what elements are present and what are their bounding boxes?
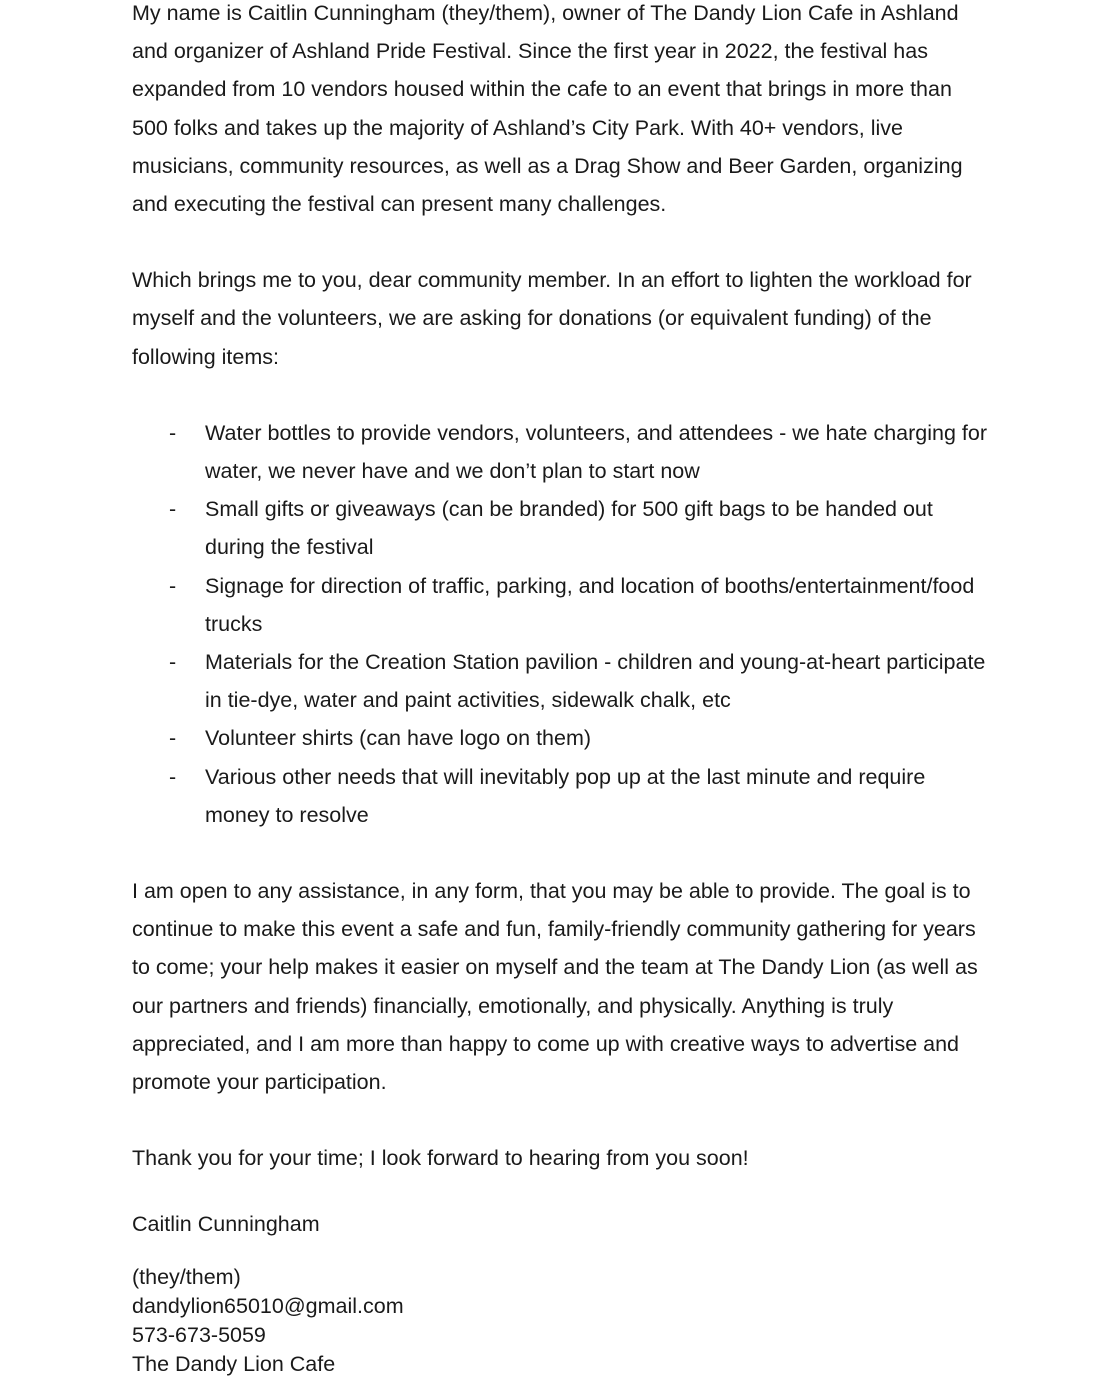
list-item [132,719,992,757]
bullet-dash: - [169,764,177,789]
signature-phone: 573-673-5059 [132,1323,266,1348]
bullet-dash: - [169,726,177,751]
paragraph-spacer [132,223,992,261]
list-item [132,567,992,643]
list-item [132,643,992,719]
paragraph-spacer [132,1101,992,1139]
paragraph-spacer [132,376,992,414]
closing-paragraph: I am open to any assistance, in any form, that you may be able to provide. The goal is to continue to make this event a safe and fun, family-friendly community gathering for years to come; your help makes it easier on myself and the team at The Dandy Lion (as well as our partners and friends) financially, emotionally, and physically. Anything is truly appreciated, and I am more than happy to come up with creative ways to advertise and promote your participation. [132,879,978,1095]
list-item-text: Small gifts or giveaways (can be branded) for 500 gift bags to be handed out during the festival [205,497,933,560]
paragraph-spacer [132,834,992,872]
bullet-dash: - [169,650,177,675]
list-item-text: Water bottles to provide vendors, volunteers, and attendees - we hate charging for water, we never have and we don’t plan to start now [205,420,988,484]
thanks-line: Thank you for your time; I look forward to hearing from you soon! [132,1146,749,1171]
letter-document [132,0,992,1379]
bullet-dash: - [169,497,177,522]
signature-block [132,1263,992,1378]
list-item [132,490,992,566]
signature-pronouns: (they/them) [132,1265,241,1290]
list-item-text: Volunteer shirts (can have logo on them) [205,726,592,751]
list-item-text: Signage for direction of traffic, parking, and location of booths/entertainment/food trucks [205,573,975,636]
list-item [132,758,992,834]
request-paragraph: Which brings me to you, dear community member. In an effort to lighten the workload for myself and the volunteers, we are asking for donations (or equivalent funding) of the following items: [132,268,972,369]
list-item-text: Materials for the Creation Station pavilion - children and young-at-heart participate in tie-dye, water and paint activities, sidewalk chalk, etc [205,650,986,713]
signature-email: dandylion65010@gmail.com [132,1294,404,1319]
paragraph-spacer [132,1177,992,1205]
intro-paragraph: My name is Caitlin Cunningham (they/them), owner of The Dandy Lion Cafe in Ashland and organizer of Ashland Pride Festival. Since the first year in 2022, the festival has expanded from 10 vendors housed within the cafe to an event that brings in more than 500 folks and takes up the majority of Ashland’s City Park. With 40+ vendors, live musicians, community resources, as well as a Drag Show and Beer Garden, organizing and executing the festival can present many challenges. [132,1,963,217]
list-item [132,414,992,490]
signature-name: Caitlin Cunningham [132,1212,320,1237]
list-item-text: Various other needs that will inevitably pop up at the last minute and require money to resolve [205,764,926,827]
bullet-dash: - [169,420,177,445]
signature-business: The Dandy Lion Cafe [132,1351,336,1376]
bullet-dash: - [169,573,177,598]
paragraph-spacer [132,1243,992,1263]
donation-items-list [132,414,992,834]
